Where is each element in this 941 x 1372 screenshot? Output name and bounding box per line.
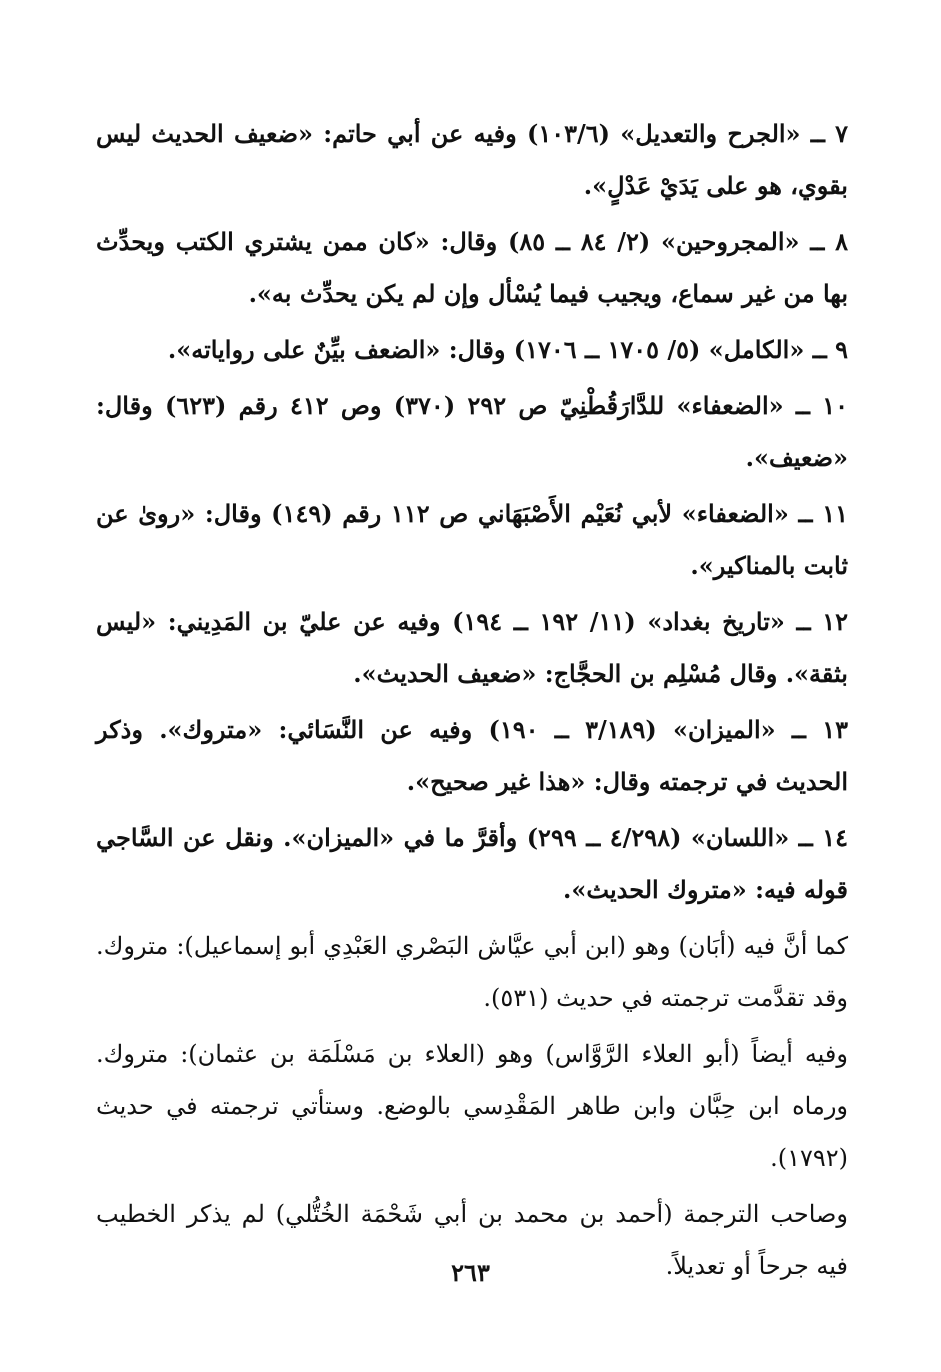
source-entry-8: ٨ ــ «المجروحين» (٢/ ٨٤ ــ ٨٥) وقال: «كان ممن يشتري الكتب ويحدِّث بها من غير سماع، ويجيب فيما يُسْأل وإن لم يكن يحدِّث به».: [96, 227, 849, 308]
note-paragraph-rawwas: وفيه أيضاً (أبو العلاء الرَّوَّاس) وهو (العلاء بن مَسْلَمَة بن عثمان): متروك. ورماه ابن حِبَّان وابن طاهر المَقْدِسي بالوضع. وستأتي ترجمته في حديث (١٧٩٢).: [96, 1040, 848, 1172]
page-number: ٢٦٣: [451, 1258, 490, 1287]
source-entry-10: ١٠ ــ «الضعفاء» للدَّارَقُطْنِيّ ص ٢٩٢ (٣٧٠) وص ٤١٢ رقم (٦٢٣) وقال: «ضعيف».: [96, 391, 849, 472]
source-entry-7: ٧ ــ «الجرح والتعديل» (١٠٣/٦) وفيه عن أبي حاتم: «ضعيف الحديث ليس بقوي، هو على يَدَيْ عَدْلٍ».: [96, 119, 848, 200]
body-text: [96, 108, 848, 1296]
source-entry-9: ٩ ــ «الكامل» (٥/ ١٧٠٥ ــ ١٧٠٦) وقال: «الضعف بيِّنٌ على رواياته».: [167, 335, 848, 364]
note-paragraph-subject: وصاحب الترجمة (أحمد بن محمد بن أبي شَحْمَة الخُتُّلي) لم يذكر الخطيب فيه جرحاً أو تعديلاً.: [96, 1200, 848, 1280]
source-entry-12: ١٢ ــ «تاريخ بغداد» (١١/ ١٩٢ ــ ١٩٤) وفيه عن عليّ بن المَدِيني: «ليس بثقة». وقال مُسْلِم بن الحجَّاج: «ضعيف الحديث».: [96, 607, 849, 688]
source-entry-14: ١٤ ــ «اللسان» (٤/٢٩٨ ــ ٢٩٩) وأقرَّ ما في «الميزان». ونقل عن السَّاجي قوله فيه: «متروك الحديث».: [96, 823, 848, 904]
source-entry-13: ١٣ ــ «الميزان» (٣/١٨٩ ــ ١٩٠) وفيه عن النَّسَائي: «متروك». وذكر الحديث في ترجمته وقال: «هذا غير صحيح».: [96, 715, 848, 796]
source-entry-11: ١١ ــ «الضعفاء» لأبي نُعَيْم الأَصْبَهَاني ص ١١٢ رقم (١٤٩) وقال: «روىٰ عن ثابت بالمناكير».: [96, 499, 848, 580]
note-paragraph-aban: كما أنَّ فيه (أبَان) وهو (ابن أبي عيَّاش البَصْري العَبْدِي أبو إسماعيل): متروك. وقد تقدَّمت ترجمته في حديث (٥٣١).: [96, 932, 848, 1012]
